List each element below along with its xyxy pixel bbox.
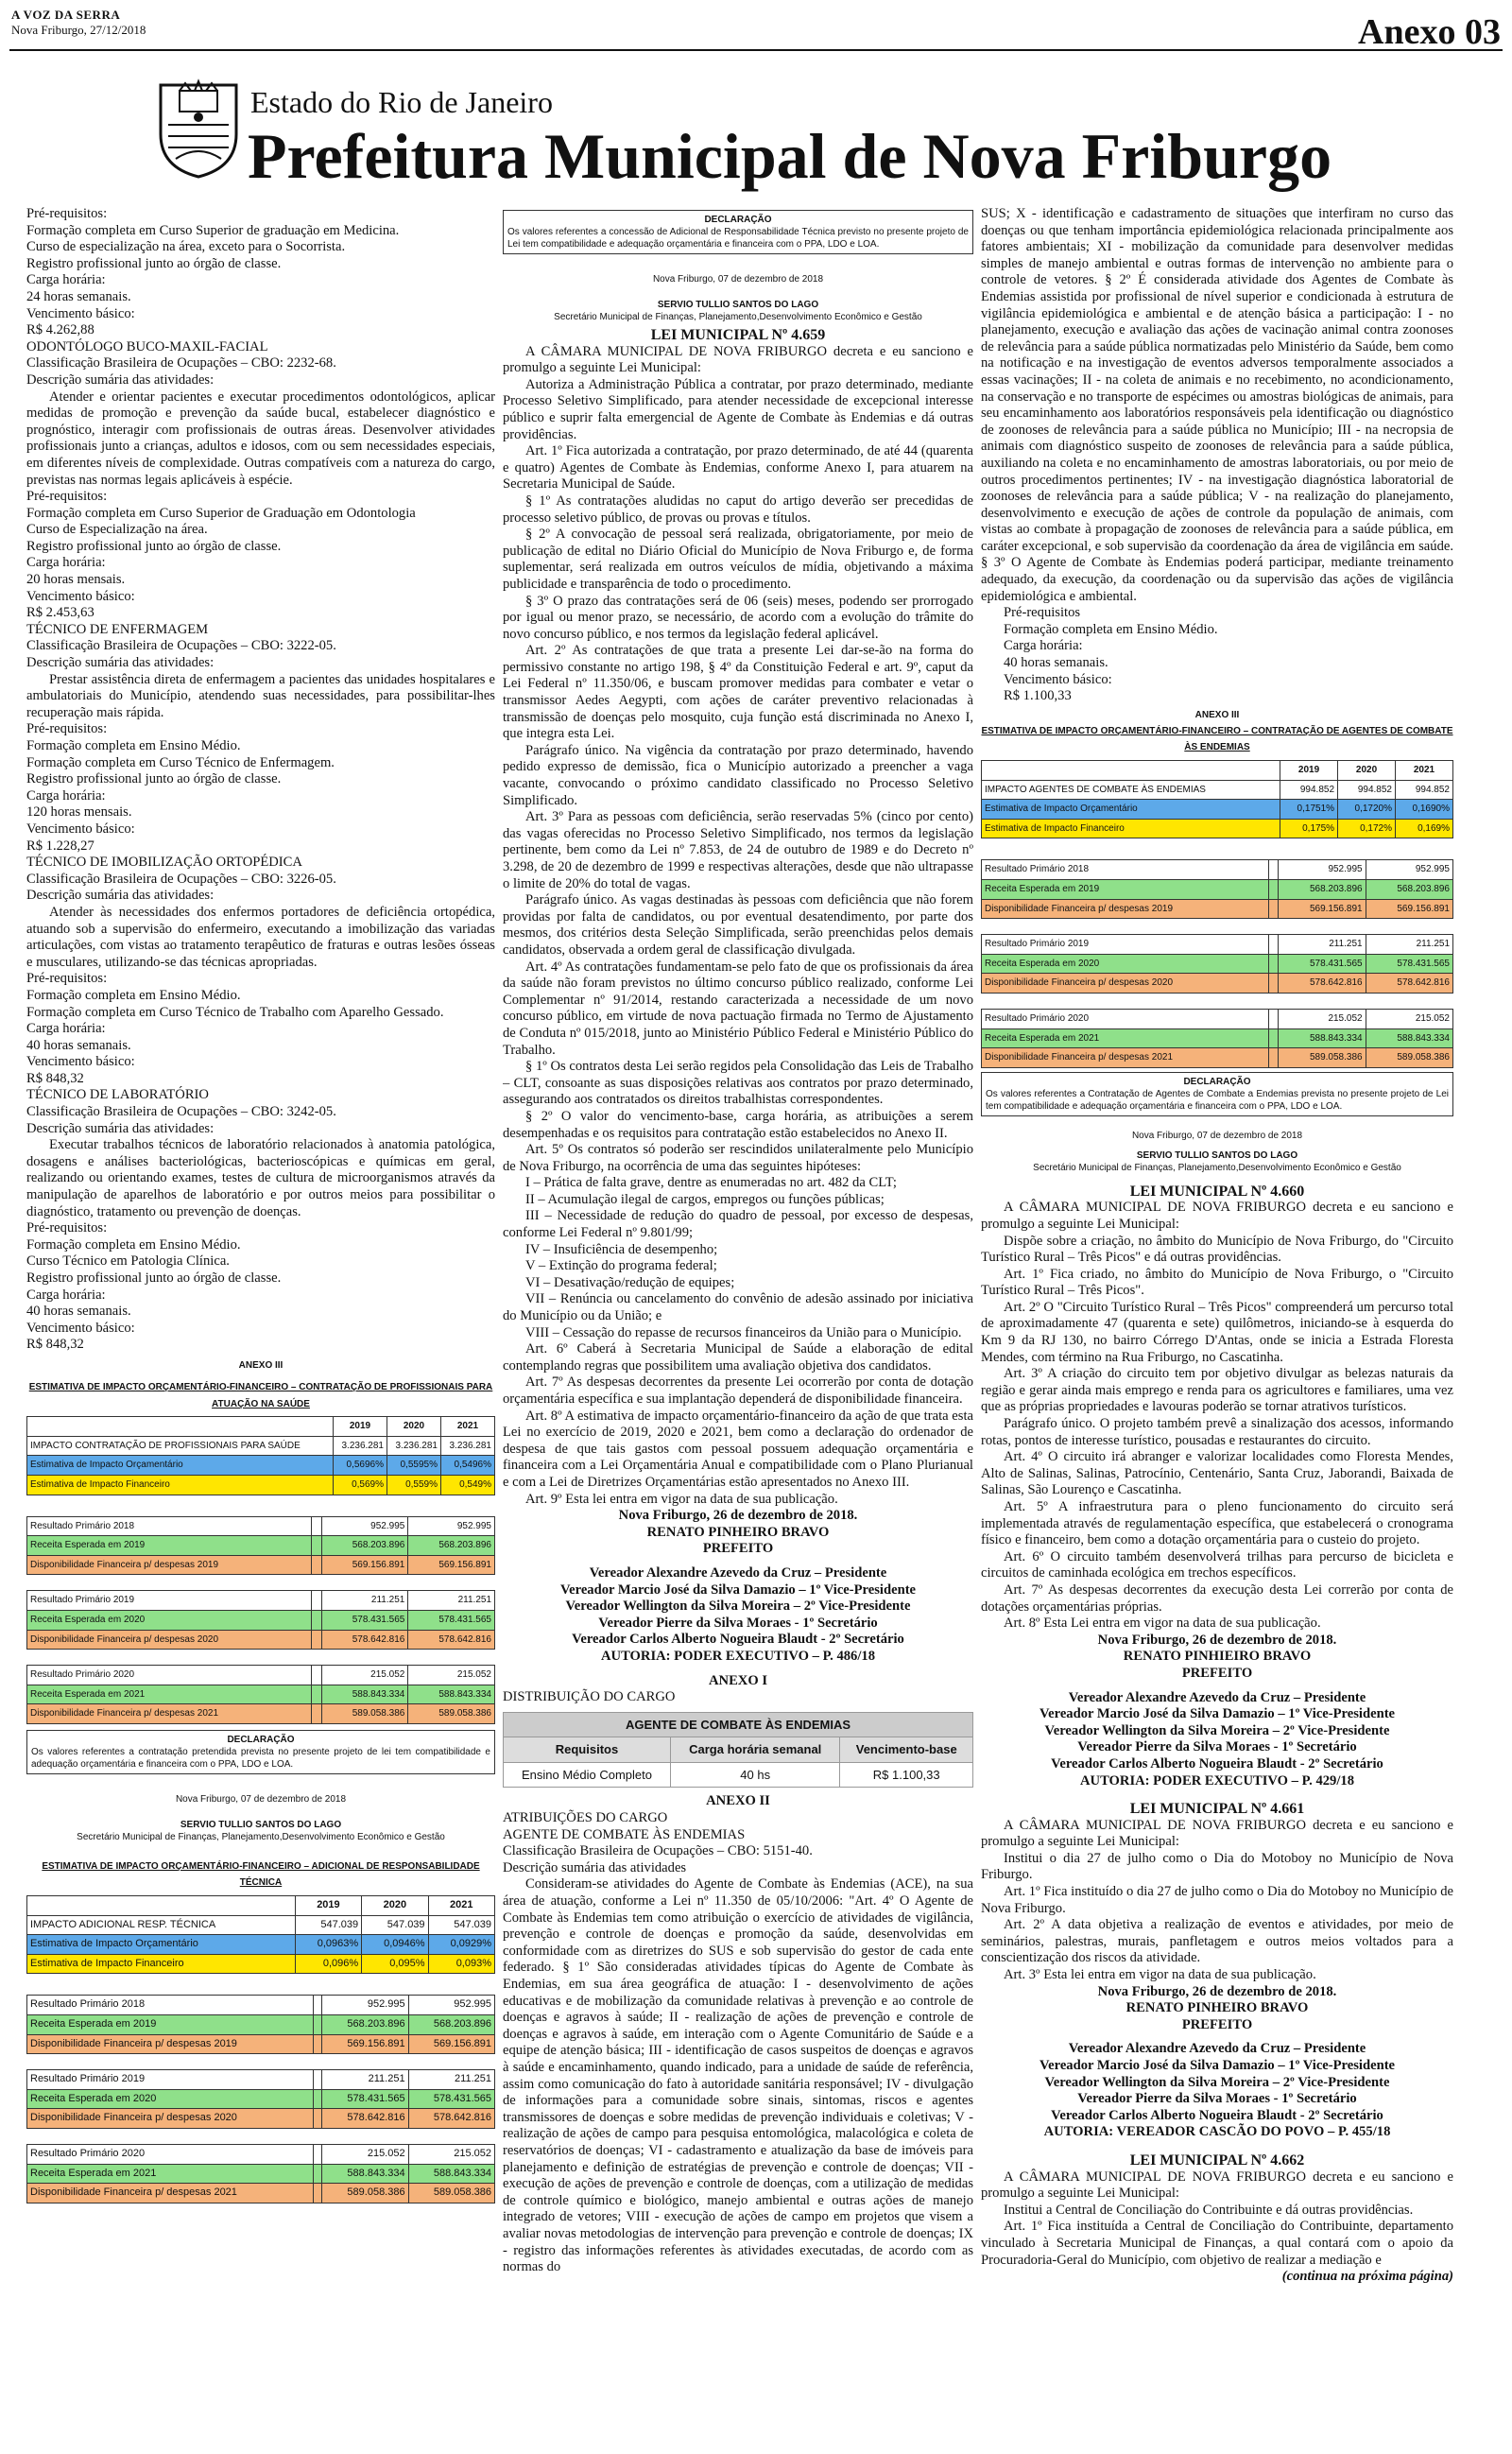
enfermagem-description: Prestar assistência direta de enfermagem a pacientes das unidades hospitalares e ambulatoriais do Município, atendendo suas necessidades, para possibilitar-lhes recuperação mais rápida. [26, 671, 495, 720]
impact-table: 2019 2020 2021 IMPACTO CONTRATAÇÃO DE PROFISSIONAIS PARA SAÚDE 3.236.281 3.236.281 3.236.281 Estimativa de Impacto Orçamentário 0,5696% 0,5595% 0,5496% Estimativa de Impacto Financeiro 0,569% 0,559% 0,549% [26, 1416, 495, 1495]
text-line: R$ 848,32 [26, 1070, 84, 1086]
annex-label: Anexo 03 [1358, 12, 1501, 52]
text-line: Registro profissional junto ao órgão de classe. [26, 771, 282, 787]
text-line: Carga horária: [26, 1021, 106, 1037]
council-signatures [503, 1565, 973, 1666]
annex-title: ANEXO I [708, 1672, 768, 1688]
text-line: R$ 1.228,27 [26, 838, 94, 854]
law-paragraph: Parágrafo único. O projeto também prevê a sinalização dos acessos, informando rotas, pontos de interesse turístico, pousadas e restaurantes do circuito. [981, 1416, 1453, 1448]
text-line: Carga horária: [26, 1287, 106, 1303]
law-item: II – Acumulação ilegal de cargos, empregos ou funções públicas; [525, 1191, 885, 1207]
signature-line: RENATO PINHEIRO BRAVO [1125, 2000, 1309, 2016]
text-line: Descrição sumária das atividades [503, 1859, 687, 1875]
text-line: Registro profissional junto ao órgão de classe. [26, 255, 282, 271]
council-member: Vereador Alexandre Azevedo da Cruz – Presidente [1068, 1689, 1366, 1705]
text-line: Formação completa em Ensino Médio. [26, 738, 241, 753]
law-body [981, 1818, 1453, 1984]
budget-table: Resultado Primário 2018 952.995 952.995 Receita Esperada em 2019 568.203.896 568.203.896 Disponibilidade Financeira p/ despesas 2019 569.156.891 569.156.891 [26, 1995, 495, 2054]
city-seal-icon [151, 78, 246, 181]
text-line: R$ 2.453,63 [26, 605, 94, 621]
text-line: Curso de especialização na área, exceto para o Socorrista. [26, 239, 346, 255]
masthead [151, 68, 1361, 200]
annex-ii-continued: SUS; X - identificação e cadastramento de situações que interfiram no curso das doenças ou que tenham importância epidemiológica relacionada principalmente aos fatores ambientais; XI - mobilização da comunidade para desenvolver medidas simples de manejo ambiental e outras formas de intervenção no ambiente para o controle de vetores. § 2º É considerada atividade dos Agentes de Combate às Endemias assistida por profissional de nível superior e condicionada à estrutura de vigilância epidemiológica e ambiental e de atenção básica a participação: I - no planejamento, execução e avaliação das ações de vacinação animal contra zoonoses de relevância para a saúde pública normatizadas pelo Ministério da Saúde, bem como na notificação e na investigação de eventos adversos temporalmente associados a essas vacinações; II - na coleta de animais e no recebimento, no acondicionamento, na conservação e no transporte de espécimes ou amostras biológicas de animais, para seu encaminhamento aos laboratórios responsáveis pela identificação ou diagnóstico de zoonoses de relevância para a saúde pública no Município; III - na necropsia de animais com diagnóstico suspeito de zoonoses de relevância para a saúde pública, auxiliando na coleta e no encaminhamento de amostras laboratoriais, ou por meio de outros procedimentos pertinentes; IV - na investigação diagnóstica laboratorial de zoonoses de relevância para a saúde pública; V - na realização do planejamento, desenvolvimento e execução de ações de controle da população de animais, com vistas ao combate à propagação de zoonoses de relevância para a saúde pública, em caráter excepcional, e sob supervisão da coordenação da área de vigilância em saúde. § 3º O Agente de Combate às Endemias poderá participar, mediante treinamento adequado, da execução, da coordenação ou da supervisão das ações de vigilância epidemiológica e ambiental. [981, 206, 1453, 604]
signer-role: Secretário Municipal de Finanças, Planejamento,Desenvolvimento Econômico e Gestão [77, 1831, 445, 1842]
text-line: Vencimento básico: [1004, 671, 1112, 687]
text-line: R$ 848,32 [26, 1337, 84, 1353]
table-title: ESTIMATIVA DE IMPACTO ORÇAMENTÁRIO-FINANCEIRO – CONTRATAÇÃO DE PROFISSIONAIS PARA ATUAÇÃO NA SAÚDE [28, 1381, 493, 1409]
text-line: Formação completa em Ensino Médio. [26, 1236, 241, 1253]
mayor-signature [981, 1984, 1453, 2034]
council-member: Vereador Alexandre Azevedo da Cruz – Presidente [1068, 2041, 1366, 2057]
council-member: Vereador Marcio José da Silva Damazio – 1º Vice-Presidente [1039, 2058, 1396, 2073]
sign-date: Nova Friburgo, 07 de dezembro de 2018 [1131, 1130, 1303, 1141]
law-title: LEI MUNICIPAL Nº 4.662 [1129, 2152, 1305, 2169]
text-line: R$ 4.262,88 [26, 322, 94, 338]
budget-table: Resultado Primário 2018 952.995 952.995 Receita Esperada em 2019 568.203.896 568.203.896 Disponibilidade Financeira p/ despesas 2019 569.156.891 569.156.891 [981, 859, 1453, 919]
law-paragraph: Art. 5º A infraestrutura para o pleno funcionamento do circuito será implementada através de regulamentação específica, que estabelecerá o cronograma físico e financeiro, bem como a dotação orçamentária para o custeio do projeto. [981, 1499, 1453, 1548]
law-paragraph: § 1º Os contratos desta Lei serão regidos pela Consolidação das Leis de Trabalho – CLT, consoante as suas disposições relativas aos contratos por prazo determinado, assegurando aos contratados os direitos trabalhistas correspondentes. [503, 1059, 973, 1108]
text-line: TÉCNICO DE LABORATÓRIO [26, 1087, 209, 1103]
budget-table: Resultado Primário 2019 211.251 211.251 Receita Esperada em 2020 578.431.565 578.431.565 Disponibilidade Financeira p/ despesas 2020 578.642.816 578.642.816 [981, 934, 1453, 994]
text-line: Vencimento básico: [26, 588, 135, 604]
text-line: Registro profissional junto ao órgão de classe. [26, 1270, 282, 1286]
annex-ii-lines [503, 1810, 973, 1876]
requirements-block [26, 206, 495, 389]
law-paragraph: Art. 8º A estimativa de impacto orçamentário-financeiro da ação de que trata esta Lei no exercício de 2019, 2020 e 2021, bem como a declaração do ordenador de despesa de que tais gastos com pessoal possuem adequação orçamentária e financeira com a Lei Orçamentária Anual e compatibilidade com o Plano Plurianual e com a Lei de Diretrizes Orçamentárias estão apresentados no Anexo III. [503, 1408, 973, 1490]
table-title: ESTIMATIVA DE IMPACTO ORÇAMENTÁRIO-FINANCEIRO – CONTRATAÇÃO DE AGENTES DE COMBATE ÀS ENDEMIAS [981, 725, 1453, 753]
law-item: I – Prática de falta grave, dentre as enumeradas no art. 482 da CLT; [525, 1175, 897, 1191]
law-paragraph: A CÂMARA MUNICIPAL DE NOVA FRIBURGO decreta e eu sanciono e promulgo a seguinte Lei Municipal: [981, 1817, 1453, 1850]
text-line: 40 horas semanais. [26, 1037, 131, 1053]
mayor-signature [981, 1633, 1453, 1683]
distribution-title: DISTRIBUIÇÃO DO CARGO [503, 1689, 676, 1705]
law-paragraph: Art. 6º Caberá à Secretaria Municipal de Saúde a elaboração de edital contemplando regras que possibilitem uma avaliação objetiva dos candidatos. [503, 1341, 973, 1374]
distribution-table: AGENTE DE COMBATE ÀS ENDEMIAS Requisitos Carga horária semanal Vencimento-base Ensino Médio Completo 40 hs R$ 1.100,33 [503, 1712, 973, 1789]
text-line: TÉCNICO DE IMOBILIZAÇÃO ORTOPÉDICA [26, 855, 302, 871]
council-member: Vereador Wellington da Silva Moreira – 2º Vice-Presidente [1044, 2074, 1390, 2090]
text-line: Classificação Brasileira de Ocupações – CBO: 3242-05. [26, 1104, 336, 1120]
law-paragraph: Art. 3º Para as pessoas com deficiência, serão reservadas 5% (cinco por cento) das vagas oferecidas no Processo Seletivo Simplificado, nos termos da legislação pertinente, bem como da Lei nº 7.853, de 24 de outubro de 1989 e do Decreto nº 3.298, de 20 de dezembro de 1999 e respectivas alterações, desde que não ultrapasse o limite de 20% do total de vagas. [503, 809, 973, 891]
text-line: Formação completa em Ensino Médio. [26, 987, 241, 1003]
signature-line: Nova Friburgo, 26 de dezembro de 2018. [1097, 1983, 1337, 1999]
page-header [9, 6, 1503, 51]
requirements-block [26, 721, 495, 905]
law-body [981, 1200, 1453, 1632]
law-paragraph: Art. 4º As contratações fundamentam-se pelo fato de que os profissionais da área da saúde não foram previstos no último concurso público realizado, conforme Lei Complementar nº 91/2014, restando caracterizada a necessidade de um novo concurso público, em virtude de nova pactuação firmada no Termo de Ajustamento de Conduta nº 015/2018, junto ao Ministério Público Federal e Ministério Público do Trabalho. [503, 959, 973, 1058]
text-line: Vencimento básico: [26, 821, 135, 837]
text-line: Classificação Brasileira de Ocupações – CBO: 2232-68. [26, 355, 336, 372]
law-paragraph: A CÂMARA MUNICIPAL DE NOVA FRIBURGO decreta e eu sanciono e promulgo a seguinte Lei Municipal: [981, 2169, 1453, 2202]
council-member: Vereador Carlos Alberto Nogueira Blaudt - 2º Secretário [1051, 2107, 1383, 2123]
requirements-block [26, 489, 495, 672]
table-title: ESTIMATIVA DE IMPACTO ORÇAMENTÁRIO-FINANCEIRO – ADICIONAL DE RESPONSABILIDADE TÉCNICA [42, 1860, 480, 1889]
text-line: Carga horária: [26, 272, 106, 288]
text-line: ODONTÓLOGO BUCO-MAXIL-FACIAL [26, 338, 268, 354]
budget-table: Resultado Primário 2019 211.251 211.251 Receita Esperada em 2020 578.431.565 578.431.565 Disponibilidade Financeira p/ despesas 2020 578.642.816 578.642.816 [26, 1590, 495, 1650]
law-body [503, 344, 973, 1176]
ortopedia-description: Atender às necessidades dos enfermos portadores de deficiência ortopédica, atuando sob a supervisão do enfermeiro, executando a imobilização das variadas articulações, com vistas ao tratamento terapêutico de fraturas e outras lesões ósseas e musculares, utilizando-se das técnicas apropriadas. [26, 904, 495, 970]
council-member: AUTORIA: PODER EXECUTIVO – P. 486/18 [601, 1648, 875, 1664]
signature-line: PREFEITO [1181, 2016, 1253, 2032]
annex-title: ANEXO III [238, 1359, 284, 1371]
continued-note: (continua na próxima página) [1281, 2269, 1453, 2285]
council-signatures [981, 2041, 1453, 2141]
requirements-block [981, 605, 1453, 705]
text-line: Descrição sumária das atividades: [26, 372, 215, 388]
law-title: LEI MUNICIPAL Nº 4.659 [650, 327, 826, 343]
law-paragraph: Dispõe sobre a criação, no âmbito do Município de Nova Friburgo, do "Circuito Turístico Rural – Três Picos" e dá outras providências. [981, 1233, 1453, 1266]
text-line: Formação completa em Ensino Médio. [1004, 621, 1218, 637]
text-line: Pré-requisitos: [26, 206, 108, 221]
text-line: Classificação Brasileira de Ocupações – CBO: 3222-05. [26, 638, 336, 654]
law-body [503, 1341, 973, 1508]
text-line: Descrição sumária das atividades: [26, 888, 215, 904]
law-item: VIII – Cessação do repasse de recursos financeiros da União para o Município. [525, 1324, 962, 1340]
law-title: LEI MUNICIPAL Nº 4.661 [1129, 1801, 1305, 1818]
text-line: Classificação Brasileira de Ocupações – CBO: 5151-40. [503, 1843, 813, 1859]
text-line: Formação completa em Curso Técnico de Enfermagem. [26, 754, 335, 770]
council-member: Vereador Marcio José da Silva Damazio – 1º Vice-Presidente [1039, 1706, 1396, 1722]
column-1 [26, 206, 495, 2446]
law-paragraph: Art. 9º Esta lei entra em vigor na data de sua publicação. [525, 1491, 838, 1507]
text-line: 40 horas semanais. [26, 1304, 131, 1320]
budget-table: Resultado Primário 2020 215.052 215.052 Receita Esperada em 2021 588.843.334 588.843.334 Disponibilidade Financeira p/ despesas 2021 589.058.386 589.058.386 [26, 1665, 495, 1724]
council-member: Vereador Pierre da Silva Moraes - 1º Secretário [1077, 2091, 1357, 2107]
law-paragraph: Art. 4º O circuito irá abranger e valorizar localidades como Floresta Mendes, Alto de Salinas, Salinas, Patrocínio, Centenário, Santa Cruz, Jaborandi, Baixada de Salinas, São Lourenço e Cascatinha. [981, 1449, 1453, 1498]
law-paragraph: § 1º As contratações aludidas no caput do artigo deverão ser precedidas de processo seletivo público, de provas ou provas e títulos. [503, 493, 973, 526]
text-line: R$ 1.100,33 [1004, 688, 1072, 704]
law-item: VII – Renúncia ou cancelamento do convênio de adesão assinado por iniciativa do Município ou da União; e [503, 1291, 973, 1324]
text-line: Vencimento básico: [26, 1320, 135, 1336]
budget-table: Resultado Primário 2018 952.995 952.995 Receita Esperada em 2019 568.203.896 568.203.896 Disponibilidade Financeira p/ despesas 2019 569.156.891 569.156.891 [26, 1516, 495, 1576]
law-item: V – Extinção do programa federal; [525, 1258, 717, 1274]
text-line: Pré-requisitos: [26, 1220, 108, 1236]
signature-line: Nova Friburgo, 26 de dezembro de 2018. [1097, 1632, 1337, 1648]
law-paragraph: Art. 2º O "Circuito Turístico Rural – Três Picos" compreenderá um percurso total de aproximadamente 47 (quarenta e sete) quilômetros, iniciando-se à esquerda do Km 9 da RJ 130, no bairro Córrego D'Antas, onde se inicia a Estrada Floresta Mendes, com término na Rua Friburgo, no Cascatinha. [981, 1299, 1453, 1365]
newspaper-name: A VOZ DA SERRA [11, 8, 121, 22]
header-rule [9, 49, 1503, 51]
signature-line: Nova Friburgo, 26 de dezembro de 2018. [618, 1508, 858, 1524]
council-signatures [981, 1690, 1453, 1790]
law-paragraph: Art. 3º A criação do circuito tem por objetivo divulgar as belezas naturais da região e gerar ainda mais emprego e renda para os agricultores e familiares, uma vez que as próprias propriedades e lavouras poderão se tornar atrativos turísticos. [981, 1366, 1453, 1415]
law-paragraph: Institui a Central de Conciliação do Contribuinte e dá outras providências. [1004, 2202, 1414, 2218]
declaration-box: DECLARAÇÃO Os valores referentes a contratação pretendida prevista no presente projeto de lei tem compatibilidade e adequação orçamentária e financeira com o PPA, LDO e LOA. [26, 1730, 495, 1774]
annex-ii-text: Consideram-se atividades do Agente de Combate às Endemias (ACE), na sua área de atuação, conforme a Lei nº 11.350 de 05/10/2006: "Art. 4º O Agente de Combate às Endemias tem como atribuição o exercício de atividades de vigilância, prevenção e controle de doenças e promoção da saúde, desenvolvidas em conformidade com as diretrizes do SUS e sob supervisão do gestor de cada ente federado. § 1º São consideradas atividades típicas do Agente de Combate às Endemias, em sua área geográfica de atuação: I - desenvolvimento de ações educativas e de mobilização da comunidade relativas à prevenção e ao controle de doenças e agravos à saúde; II - realização de ações de prevenção e controle de doenças e agravos à saúde, em interação com o Agente Comunitário de Saúde e a equipe de atenção básica; III - identificação de casos suspeitos de doenças e agravos à saúde e encaminhamento, quando indicado, para a unidade de saúde de referência, assim como comunicação do fato à autoridade sanitária responsável; IV - divulgação de informações para a comunidade sobre sinais, sintomas, riscos e agentes transmissores de doenças e sobre medidas de prevenção individuais e coletivas; V - realização de ações de campo para pesquisa entomológica, malacológica e coleta de reservatórios de doenças; VI - cadastramento e atualização da base de imóveis para planejamento e definição de estratégias de prevenção e controle de doenças; VII - execução de ações de prevenção e controle de doenças, com a utilização de medidas de controle químico e biológico, manejo ambiental e outras ações de manejo integrado de vetores; VIII - execução de ações de campo em projetos que visem a avaliar novas metodologias de intervenção para prevenção e controle de doenças; IX - registro das informações referentes às atividades executadas, de acordo com as normas do [503, 1876, 973, 2275]
prefeitura-title: Prefeitura Municipal de Nova Friburgo [248, 120, 1332, 192]
text-line: Vencimento básico: [26, 305, 135, 321]
annex-title: ANEXO II [706, 1793, 770, 1809]
law-item: III – Necessidade de redução do quadro de pessoal, por excesso de despesas, conforme Lei Federal nº 9.801/99; [503, 1208, 973, 1241]
text-line: 24 horas semanais. [26, 288, 131, 304]
text-line: Carga horária: [1004, 638, 1083, 654]
law-paragraph: Parágrafo único. Na vigência da contratação por prazo determinado, havendo pedido expresso de demissão, fica o Município autorizado a preencher a vaga vacante, convocando o próximo candidato classificado no Processo Seletivo Simplificado. [503, 742, 973, 808]
declaration-box: DECLARAÇÃO Os valores referentes a Contratação de Agentes de Combate a Endemias prevista no presente projeto de Lei tem compatibilidade e adequação orçamentária e financeira com o PPA, LDO e LOA. [981, 1072, 1453, 1116]
text-line: 40 horas semanais. [1004, 655, 1108, 671]
budget-table: Resultado Primário 2020 215.052 215.052 Receita Esperada em 2021 588.843.334 588.843.334 Disponibilidade Financeira p/ despesas 2021 589.058.386 589.058.386 [981, 1009, 1453, 1068]
council-member: Vereador Marcio José da Silva Damazio – 1º Vice-Presidente [559, 1581, 917, 1598]
state-name: Estado do Rio de Janeiro [250, 85, 553, 119]
council-member: Vereador Wellington da Silva Moreira – 2º Vice-Presidente [1044, 1722, 1390, 1738]
text-line: 20 horas mensais. [26, 572, 126, 588]
law-paragraph: § 2º O valor do vencimento-base, carga horária, as atribuições a serem desempenhadas e os requisitos para contratação estão estabelecidos no Anexo II. [503, 1108, 973, 1141]
text-line: Registro profissional junto ao órgão de classe. [26, 538, 282, 554]
text-line: ATRIBUIÇÕES DO CARGO [503, 1810, 668, 1826]
signature-line: RENATO PINHIEIRO BRAVO [1123, 1649, 1312, 1665]
law-paragraph: A CÂMARA MUNICIPAL DE NOVA FRIBURGO decreta e eu sanciono e promulgo a seguinte Lei Municipal: [503, 343, 973, 376]
signature-line: PREFEITO [1181, 1665, 1253, 1681]
council-member: AUTORIA: PODER EXECUTIVO – P. 429/18 [1080, 1772, 1354, 1789]
annex-title: ANEXO III [1194, 709, 1240, 720]
mayor-signature [503, 1508, 973, 1558]
text-line: Pré-requisitos [1004, 605, 1081, 621]
text-line: Classificação Brasileira de Ocupações – CBO: 3226-05. [26, 871, 336, 887]
text-line: Descrição sumária das atividades: [26, 1120, 215, 1136]
council-member: Vereador Carlos Alberto Nogueira Blaudt - 2º Secretário [572, 1632, 904, 1648]
signature-line: PREFEITO [702, 1541, 774, 1557]
law-paragraph: Institui o dia 27 de julho como o Dia do Motoboy no Município de Nova Friburgo. [981, 1850, 1453, 1883]
law-paragraph: Art. 1º Fica instituído o dia 27 de julho como o Dia do Motoboy no Município de Nova Friburgo. [981, 1884, 1453, 1916]
council-member: Vereador Wellington da Silva Moreira – 2º Vice-Presidente [565, 1599, 911, 1615]
sign-date: Nova Friburgo, 07 de dezembro de 2018 [175, 1793, 347, 1805]
law-paragraph: § 2º A convocação de pessoal será realizada, obrigatoriamente, por meio de publicação de edital no Diário Oficial do Município de Nova Friburgo e, de forma suplementar, será realizada em outros veículos de mídia, objetivando a máxima publicidade e transparência de todo o procedimento. [503, 527, 973, 592]
signer-role: Secretário Municipal de Finanças, Planejamento,Desenvolvimento Econômico e Gestão [554, 312, 922, 322]
text-line: Carga horária: [26, 555, 106, 571]
requirements-block [26, 971, 495, 1137]
sign-date: Nova Friburgo, 07 de dezembro de 2018 [652, 274, 824, 285]
law-paragraph: Art. 7º As despesas decorrentes da execução desta Lei correrão por conta de dotações orçamentárias próprias. [981, 1581, 1453, 1615]
law-paragraph: Art. 1º Fica criado, no âmbito do Município de Nova Friburgo, o "Circuito Turístico Rural – Três Picos". [981, 1266, 1453, 1299]
budget-table: Resultado Primário 2019 211.251 211.251 Receita Esperada em 2020 578.431.565 578.431.565 Disponibilidade Financeira p/ despesas 2020 578.642.816 578.642.816 [26, 2069, 495, 2129]
impact-table: 2019 2020 2021 IMPACTO AGENTES DE COMBATE ÀS ENDEMIAS 994.852 994.852 994.852 Estimativa de Impacto Orçamentário 0,1751% 0,1720% 0,1690% Estimativa de Impacto Financeiro 0,175% 0,172% 0,169% [981, 760, 1453, 838]
law-paragraph: § 3º O prazo das contratações será de 06 (seis) meses, podendo ser prorrogado por igual ou menor prazo, se necessário, de acordo com a evolução do trâmite do novo concurso público, e nos termos da legislação federal aplicável. [503, 593, 973, 642]
law-body [981, 2169, 1453, 2270]
law-paragraph: Art. 3º Esta lei entra em vigor na data de sua publicação. [1004, 1967, 1316, 1983]
text-line: Pré-requisitos: [26, 971, 108, 987]
law-paragraph: Art. 2º A data objetiva a realização de eventos e atividades, por meio de seminários, palestras, murais, panfletagem e outros meios voltados para a conscientização dos riscos da atividade. [981, 1917, 1453, 1966]
text-line: TÉCNICO DE ENFERMAGEM [26, 621, 209, 637]
signer-role: Secretário Municipal de Finanças, Planejamento,Desenvolvimento Econômico e Gestão [1033, 1162, 1401, 1173]
text-line: Pré-requisitos: [26, 489, 108, 505]
law-title: LEI MUNICIPAL Nº 4.660 [1129, 1183, 1305, 1200]
council-member: AUTORIA: VEREADOR CASCÃO DO POVO – P. 455/18 [1043, 2124, 1391, 2140]
text-line: 120 horas mensais. [26, 804, 132, 821]
text-line: Pré-requisitos: [26, 721, 108, 737]
edition-date: Nova Friburgo, 27/12/2018 [11, 23, 146, 37]
law-paragraph: Art. 7º As despesas decorrentes da presente Lei ocorrerão por conta de dotação orçamentária específica e sua implantação dependerá de disponibilidade financeira. [503, 1374, 973, 1407]
text-line: Curso de Especialização na área. [26, 522, 208, 538]
impact-table: 2019 2020 2021 IMPACTO ADICIONAL RESP. TÉCNICA 547.039 547.039 547.039 Estimativa de Impacto Orçamentário 0,0963% 0,0946% 0,0929% Estimativa de Impacto Financeiro 0,096% 0,095% 0,093% [26, 1895, 495, 1974]
text-line: Carga horária: [26, 787, 106, 804]
column-2 [503, 206, 973, 2446]
council-member: Vereador Carlos Alberto Nogueira Blaudt - 2º Secretário [1051, 1755, 1383, 1771]
law-paragraph: A CÂMARA MUNICIPAL DE NOVA FRIBURGO decreta e eu sanciono e promulgo a seguinte Lei Municipal: [981, 1200, 1453, 1232]
law-item: VI – Desativação/redução de equipes; [525, 1274, 735, 1290]
law-paragraph: Autoriza a Administração Pública a contratar, por prazo determinado, mediante Processo Seletivo Simplificado, para atender necessidade de excepcional interesse público e suprir falta emergencial de Agente de Combate às Endemias e dá outras providências. [503, 376, 973, 442]
odonto-description: Atender e orientar pacientes e executar procedimentos odontológicos, aplicar medidas de promoção e prevenção da saúde bucal, estabelecer diagnóstico e prognóstico, interagir com profissionais de outras áreas. Desenvolver atividades profissionais junto a crianças, adultos e idosos, com ou sem necessidades especiais, em diferentes níveis de complexidade. Outras compatíveis com a natureza do cargo, previstas nas normas legais aplicáveis à espécie. [26, 389, 495, 488]
text-line: Curso Técnico em Patologia Clínica. [26, 1253, 230, 1270]
council-member: Vereador Pierre da Silva Moraes - 1º Secretário [1077, 1739, 1357, 1755]
law-items [503, 1175, 973, 1341]
text-line: Vencimento básico: [26, 1054, 135, 1070]
text-line: Descrição sumária das atividades: [26, 655, 215, 671]
text-line: Formação completa em Curso Superior de graduação em Medicina. [26, 222, 400, 238]
law-paragraph: Parágrafo único. As vagas destinadas às pessoas com deficiência que não forem providas por falta de candidatos, ou por eventual desatendimento, por parte dos mesmos, dos critérios desta Seleção Simplificada, serão preenchidas pelos demais candidatos, observada a ordem geral de classificação divulgada. [503, 892, 973, 958]
council-member: Vereador Pierre da Silva Moraes - 1º Secretário [598, 1615, 878, 1631]
signer-name: SERVIO TULLIO SANTOS DO LAGO [657, 300, 819, 310]
council-member: Vereador Alexandre Azevedo da Cruz – Presidente [589, 1564, 887, 1581]
law-item: IV – Insuficiência de desempenho; [525, 1241, 718, 1257]
budget-table: Resultado Primário 2020 215.052 215.052 Receita Esperada em 2021 588.843.334 588.843.334 Disponibilidade Financeira p/ despesas 2021 589.058.386 589.058.386 [26, 2144, 495, 2203]
signer-name: SERVIO TULLIO SANTOS DO LAGO [1136, 1149, 1298, 1161]
declaration-box: DECLARAÇÃO Os valores referentes a concessão de Adicional de Responsabilidade Técnica previsto no presente projeto de Lei tem compatibilidade e adequação orçamentária e financeira com o PPA, LDO e LOA. [503, 210, 973, 254]
text-line: Formação completa em Curso Técnico de Trabalho com Aparelho Gessado. [26, 1004, 444, 1020]
law-paragraph: Art. 1º Fica instituída a Central de Conciliação do Contribuinte, departamento vinculado à Secretaria Municipal de Finanças, a qual contará com o apoio da Procuradoria-Geral do Município, com objetivo de realizar a mediação e [981, 2219, 1453, 2268]
text-line: Formação completa em Curso Superior de Graduação em Odontologia [26, 505, 416, 521]
law-paragraph: Art. 1º Fica autorizada a contratação, por prazo determinado, de até 44 (quarenta e quatro) Agentes de Combate às Endemias, conforme Anexo I, para atuarem na Secretaria Municipal de Saúde. [503, 443, 973, 493]
law-paragraph: Art. 6º O circuito também desenvolverá trilhas para percurso de bicicleta e circuitos de caminhada ecológica em trechos específicos. [981, 1548, 1453, 1581]
column-3 [981, 206, 1453, 2446]
law-paragraph: Art. 8º Esta Lei entra em vigor na data de sua publicação. [1004, 1616, 1321, 1632]
signature-line: RENATO PINHEIRO BRAVO [646, 1524, 830, 1540]
law-paragraph: Art. 2º As contratações de que trata a presente Lei dar-se-ão na forma do permissivo constante no artigo 198, § 4º da Constituição Federal e art. 9º, caput da Lei Federal nº 11.350/06, e buscam promover medidas para combater e vetar o transmissor Aedes Aegypti, com ações de caráter preventivo relacionadas à transmissão de doenças pelo mosquito, cuja função está discriminada no Anexo I, que integra esta Lei. [503, 643, 973, 742]
law-paragraph: Art. 5º Os contratos só poderão ser rescindidos unilateralmente pelo Município de Nova Friburgo, na ocorrência de uma das seguintes hipóteses: [503, 1142, 973, 1174]
laboratorio-description: Executar trabalhos técnicos de laboratório relacionados à anatomia patológica, dosagens e análises bacteriológicas, bacterioscópicas e químicas em geral, realizando ou orientando exames, testes de cultura de microorganismos através da manipulação de aparelhos de laboratório e por outros meios para possibilitar o diagnóstico, tratamento ou prevenção de doenças. [26, 1137, 495, 1219]
signer-name: SERVIO TULLIO SANTOS DO LAGO [180, 1819, 342, 1830]
text-line: AGENTE DE COMBATE ÀS ENDEMIAS [503, 1826, 746, 1842]
requirements-block [26, 1220, 495, 1354]
